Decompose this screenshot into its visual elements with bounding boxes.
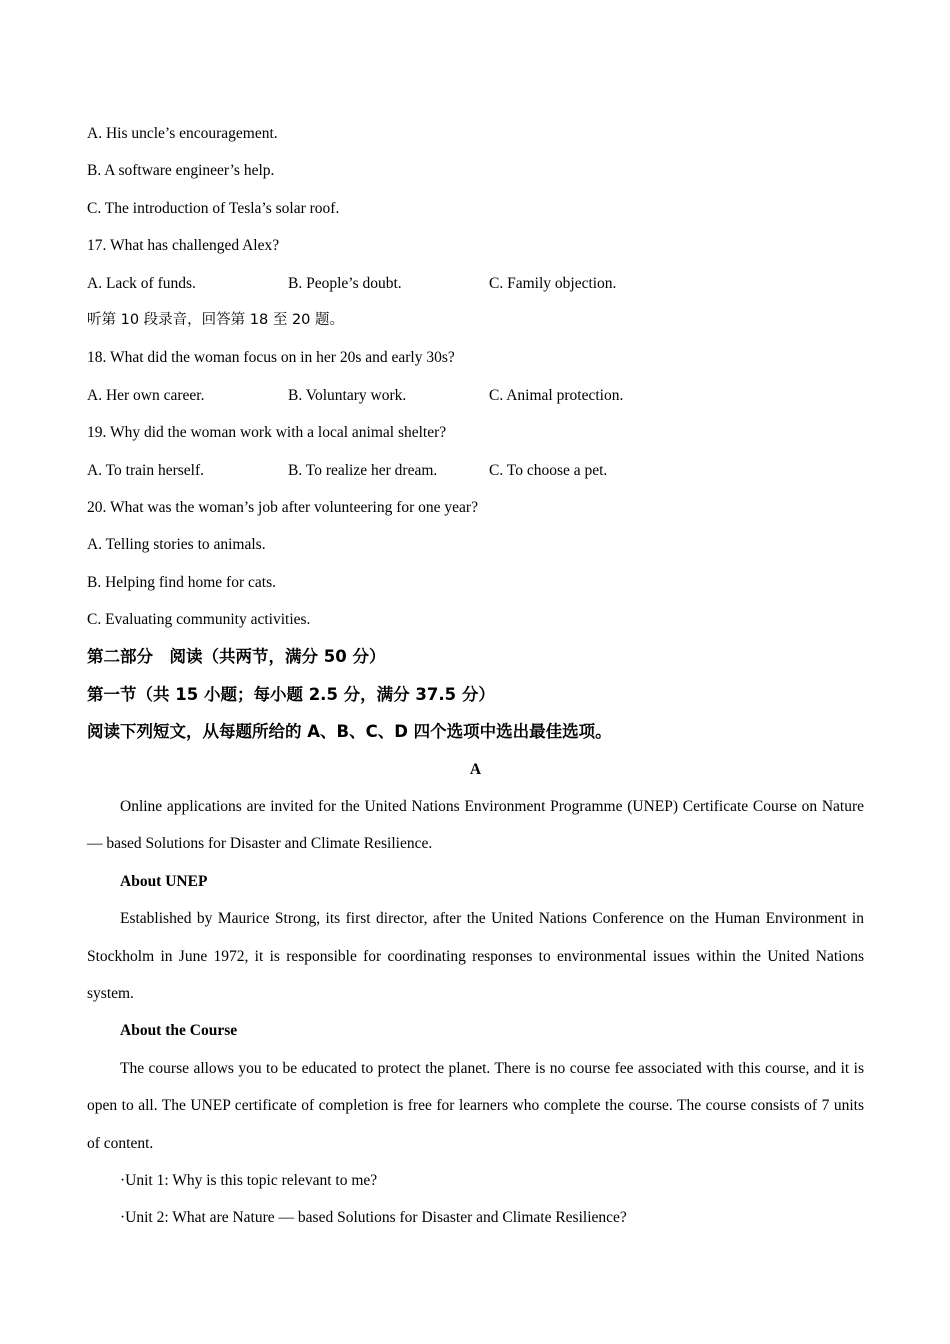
q19-option-b: B. To realize her dream. (288, 461, 438, 479)
q19-question: 19. Why did the woman work with a local animal shelter? (87, 424, 447, 442)
about-course-heading: About the Course (120, 1022, 238, 1040)
reading-section-heading: 第一节（共 15 小题；每小题 2.5 分，满分 37.5 分） (87, 684, 495, 704)
q18-question: 18. What did the woman focus on in her 20s and early 30s? (87, 349, 455, 367)
q19-option-c: C. To choose a pet. (489, 461, 608, 479)
about-course-text: The course allows you to be educated to protect the planet. There is no course fee associated with this course, and it is open to all. The UNEP certificate of completion is free for learners who complete the course. The course consists of 7 units of content. (87, 1059, 864, 1152)
unit-item-1: ·Unit 1: Why is this topic relevant to me? (120, 1172, 378, 1190)
q16-option-c: C. The introduction of Tesla’s solar roof. (87, 199, 340, 217)
q20-option-b: B. Helping find home for cats. (87, 573, 276, 591)
q17-question: 17. What has challenged Alex? (87, 237, 280, 255)
q18-option-a: A. Her own career. (87, 386, 205, 404)
q20-question: 20. What was the woman’s job after volunteering for one year? (87, 498, 478, 516)
section10-instruction: 听第 10 段录音，回答第 18 至 20 题。 (87, 311, 345, 328)
passage-letter: A (469, 760, 482, 778)
q19-options (87, 452, 864, 489)
q19-option-a: A. To train herself. (87, 461, 204, 479)
q20-option-c: C. Evaluating community activities. (87, 611, 311, 629)
about-unep-text: Established by Maurice Strong, its first director, after the United Nations Conference on the Human Environment in Stockholm in June 1972, it is responsible for coordinating responses to environmental issues within the United Nations system. (87, 910, 864, 1003)
q20-option-a: A. Telling stories to animals. (87, 536, 266, 554)
about-unep-heading: About UNEP (120, 872, 208, 890)
q16-option-b: B. A software engineer’s help. (87, 162, 275, 180)
q18-options (87, 377, 864, 414)
unit-item-2: ·Unit 2: What are Nature — based Solutions for Disaster and Climate Resilience? (120, 1209, 627, 1227)
exam-page (87, 115, 864, 1237)
q17-options (87, 265, 864, 302)
reading-instruction: 阅读下列短文，从每题所给的 A、B、C、D 四个选项中选出最佳选项。 (87, 722, 612, 742)
q17-option-c: C. Family objection. (489, 274, 617, 292)
q18-option-c: C. Animal protection. (489, 386, 624, 404)
q18-option-b: B. Voluntary work. (288, 386, 407, 404)
q16-option-a: A. His uncle’s encouragement. (87, 125, 278, 142)
reading-part-heading: 第二部分 阅读（共两节，满分 50 分） (87, 647, 386, 667)
q17-option-a: A. Lack of funds. (87, 274, 196, 292)
q17-option-b: B. People’s doubt. (288, 274, 402, 292)
passage-intro: Online applications are invited for the United Nations Environment Programme (UNEP) Certificate Course on Nature — based Solutions for Disaster and Climate Resilience. (87, 798, 864, 853)
